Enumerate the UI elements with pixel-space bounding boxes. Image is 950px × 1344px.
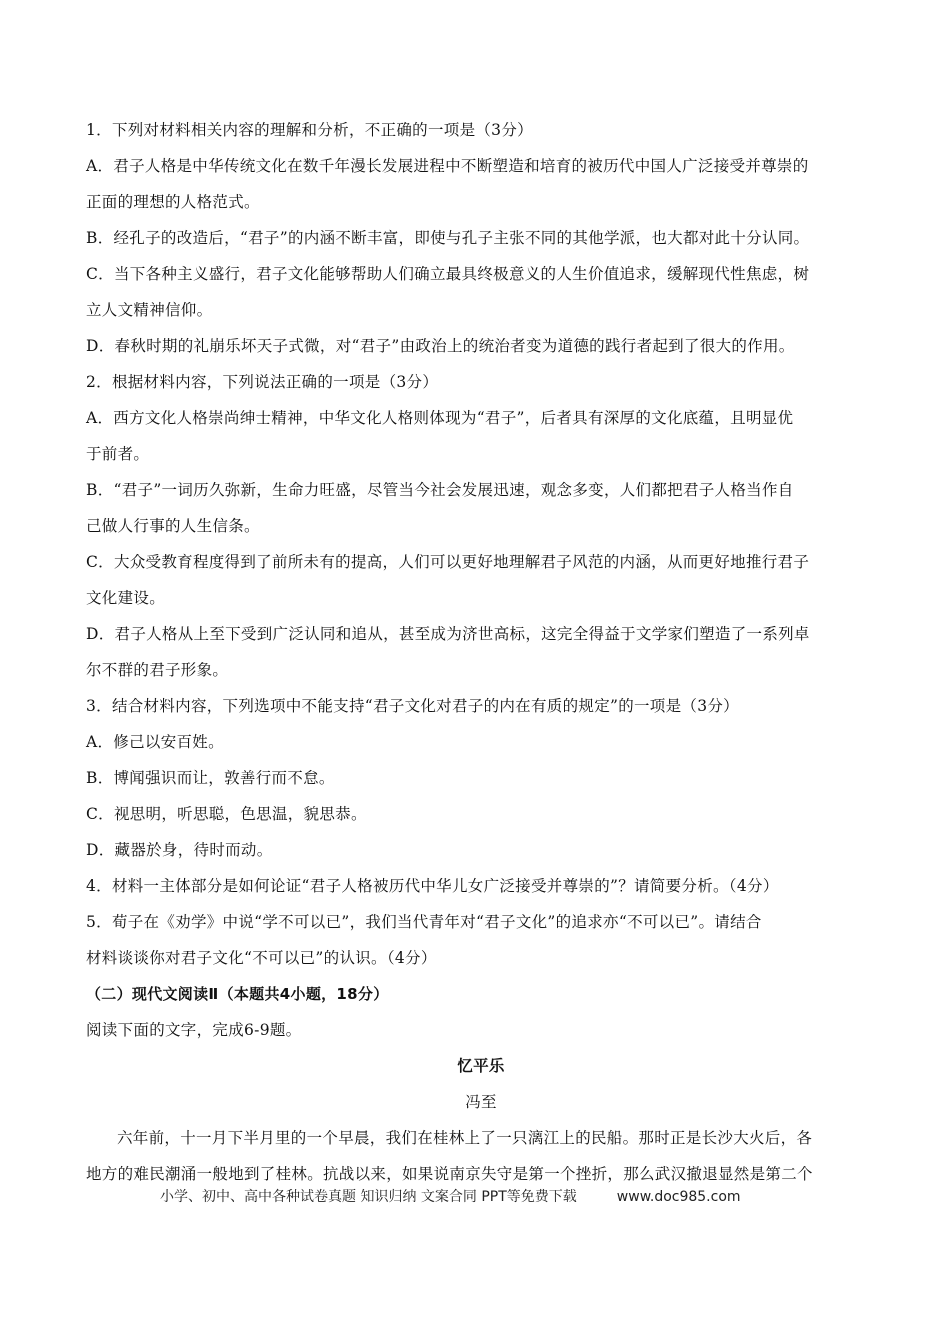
q2-option-d-line1: D．君子人格从上至下受到广泛认同和追从，甚至成为济世高标，这完全得益于文学家们塑造了一系列卓 bbox=[86, 625, 810, 643]
article-paragraph-line1: 六年前，十一月下半月里的一个早晨，我们在桂林上了一只漓江上的民船。那时正是长沙大火后，各 bbox=[117, 1129, 813, 1147]
q3-option-a: A．修己以安百姓。 bbox=[86, 733, 224, 751]
section-instruction: 阅读下面的文字，完成6-9题。 bbox=[86, 1021, 302, 1039]
question-5-line2: 材料谈谈你对君子文化“不可以已”的认识。（4分） bbox=[86, 949, 437, 967]
question-5-line1: 5．荀子在《劝学》中说“学不可以已”，我们当代青年对“君子文化”的追求亦“不可以已”。请结合 bbox=[86, 913, 762, 931]
q3-option-d: D．藏器於身，待时而动。 bbox=[86, 841, 273, 859]
q1-option-c-line1: C．当下各种主义盛行，君子文化能够帮助人们确立最具终极意义的人生价值追求，缓解现代性焦虑，树 bbox=[86, 265, 810, 283]
q3-option-c: C．视思明，听思聪，色思温，貌思恭。 bbox=[86, 805, 367, 823]
q1-option-c-line2: 立人文精神信仰。 bbox=[86, 301, 213, 319]
q2-option-a-line2: 于前者。 bbox=[86, 445, 150, 463]
question-1-stem: 1．下列对材料相关内容的理解和分析，不正确的一项是（3分） bbox=[86, 121, 533, 139]
footer-site-link[interactable]: www.doc985.com bbox=[616, 1189, 741, 1205]
q2-option-a-line1: A．西方文化人格崇尚绅士精神，中华文化人格则体现为“君子”，后者具有深厚的文化底蕴，且明显优 bbox=[86, 409, 794, 427]
footer-text: 小学、初中、高中各种试卷真题 知识归纳 文案合同 PPT等免费下载 bbox=[160, 1189, 577, 1205]
question-4: 4．材料一主体部分是如何论证“君子人格被历代中华儿女广泛接受并尊崇的”？请简要分析。（4分） bbox=[86, 877, 779, 895]
q1-option-b: B．经孔子的改造后，“君子”的内涵不断丰富，即使与孔子主张不同的其他学派，也大都对此十分认同。 bbox=[86, 229, 810, 247]
q1-option-d: D．春秋时期的礼崩乐坏天子式微，对“君子”由政治上的统治者变为道德的践行者起到了很大的作用。 bbox=[86, 337, 795, 355]
question-3-stem: 3．结合材料内容，下列选项中不能支持“君子文化对君子的内在有质的规定”的一项是（3分） bbox=[86, 697, 739, 715]
q2-option-c-line2: 文化建设。 bbox=[86, 589, 166, 607]
q2-option-b-line1: B．“君子”一词历久弥新，生命力旺盛，尽管当今社会发展迅速，观念多变，人们都把君子人格当作自 bbox=[86, 481, 794, 499]
article-paragraph-line2: 地方的难民潮涌一般地到了桂林。抗战以来，如果说南京失守是第一个挫折，那么武汉撤退显然是第二个 bbox=[86, 1165, 813, 1183]
q2-option-c-line1: C．大众受教育程度得到了前所未有的提高，人们可以更好地理解君子风范的内涵，从而更好地推行君子 bbox=[86, 553, 810, 571]
footer-banner bbox=[160, 1186, 755, 1206]
article-author: 冯至 bbox=[465, 1093, 497, 1111]
q2-option-b-line2: 己做人行事的人生信条。 bbox=[86, 517, 260, 535]
q3-option-b: B．博闻强识而让，敦善行而不怠。 bbox=[86, 769, 335, 787]
section-heading: （二）现代文阅读Ⅱ（本题共4小题，18分） bbox=[86, 985, 389, 1003]
q1-option-a-line1: A．君子人格是中华传统文化在数千年漫长发展进程中不断塑造和培育的被历代中国人广泛接受并尊崇的 bbox=[86, 157, 809, 175]
question-2-stem: 2．根据材料内容，下列说法正确的一项是（3分） bbox=[86, 373, 439, 391]
article-title: 忆平乐 bbox=[457, 1057, 505, 1075]
document-page bbox=[86, 112, 876, 1192]
q1-option-a-line2: 正面的理想的人格范式。 bbox=[86, 193, 260, 211]
q2-option-d-line2: 尔不群的君子形象。 bbox=[86, 661, 229, 679]
